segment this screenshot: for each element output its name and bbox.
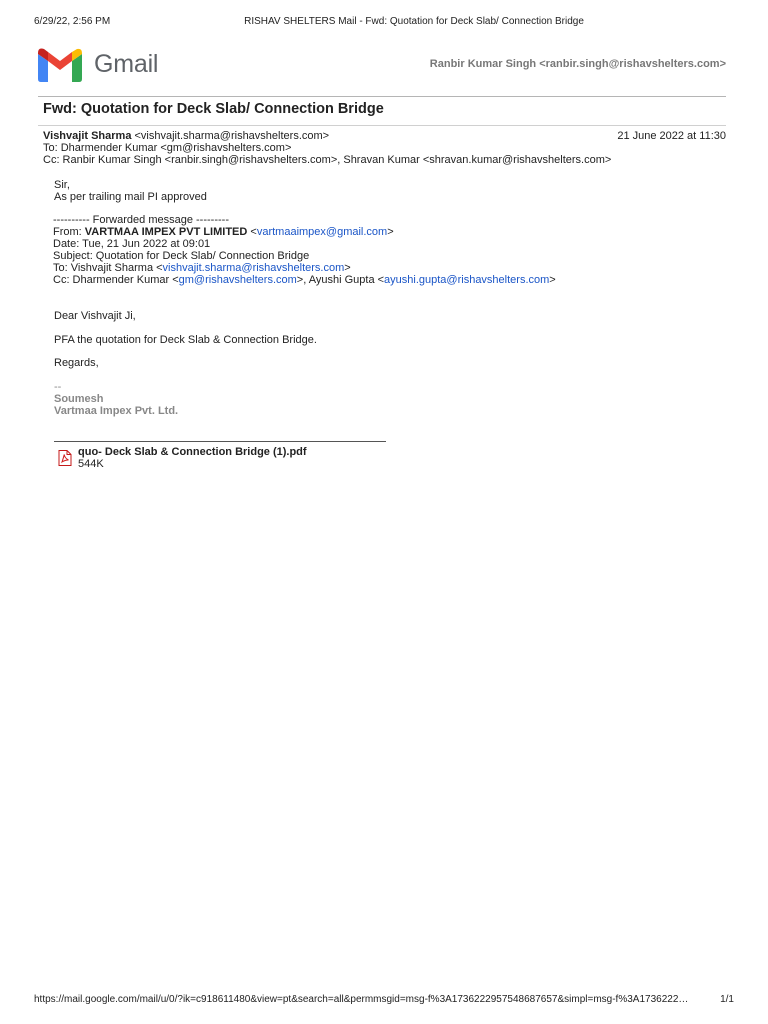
pdf-file-icon (57, 450, 73, 466)
fwd-from-email-link[interactable]: vartmaaimpex@gmail.com (256, 226, 388, 238)
pfa-line: PFA the quotation for Deck Slab & Connection Bridge. (54, 334, 317, 346)
recipient-cc: Cc: Ranbir Kumar Singh <ranbir.singh@rishavshelters.com>, Shravan Kumar <shravan.kumar@rishavshelters.com> (43, 154, 612, 166)
email-subject: Fwd: Quotation for Deck Slab/ Connection Bridge (43, 101, 384, 117)
print-title: RISHAV SHELTERS Mail - Fwd: Quotation for Deck Slab/ Connection Bridge (244, 16, 584, 27)
attachment-size: 544K (78, 458, 104, 470)
message-body (54, 0, 726, 1024)
fwd-cc (53, 274, 556, 286)
fwd-cc-suffix: > (549, 274, 556, 286)
fwd-cc-prefix: Cc: Dharmender Kumar < (53, 274, 179, 286)
print-footer (34, 994, 734, 1008)
account-label: Ranbir Kumar Singh <ranbir.singh@rishavshelters.com> (429, 58, 726, 70)
attachment-name[interactable]: quo- Deck Slab & Connection Bridge (1).pdf (78, 446, 307, 458)
gmail-wordmark: Gmail (94, 50, 159, 78)
greeting: Sir, (54, 179, 70, 191)
signature-name: Soumesh (54, 393, 104, 405)
fwd-from-prefix: From: (53, 226, 85, 238)
attachment[interactable] (57, 446, 387, 474)
fwd-from (53, 226, 394, 238)
fwd-to-email-link[interactable]: vishvajit.sharma@rishavshelters.com (162, 262, 345, 274)
fwd-cc-mid: >, Ayushi Gupta < (296, 274, 385, 286)
fwd-cc-email-link-1[interactable]: gm@rishavshelters.com (178, 274, 297, 286)
fwd-cc-email-link-2[interactable]: ayushi.gupta@rishavshelters.com (384, 274, 550, 286)
signature-separator: -- (54, 381, 62, 393)
attachment-divider (54, 441, 386, 442)
fwd-from-gt: > (387, 226, 394, 238)
fwd-subject: Subject: Quotation for Deck Slab/ Connection Bridge (53, 250, 310, 262)
regards: Regards, (54, 357, 99, 369)
approval-note: As per trailing mail PI approved (54, 191, 207, 203)
fwd-to-suffix: > (344, 262, 351, 274)
print-datetime: 6/29/22, 2:56 PM (34, 16, 111, 27)
sender-name: Vishvajit Sharma (43, 130, 132, 142)
recipient-to: To: Dharmender Kumar <gm@rishavshelters.com> (43, 142, 292, 154)
signature-company: Vartmaa Impex Pvt. Ltd. (54, 405, 179, 417)
fwd-to (53, 262, 351, 274)
print-url: https://mail.google.com/mail/u/0/?ik=c918611480&view=pt&search=all&permmsgid=msg-f%3A1736222957548687657&simpl=msg-f%3A1736222… (34, 994, 689, 1005)
fwd-to-prefix: To: Vishvajit Sharma < (53, 262, 163, 274)
forward-marker: ---------- Forwarded message --------- (53, 214, 229, 226)
salutation: Dear Vishvajit Ji, (54, 310, 136, 322)
fwd-from-lt: < (247, 226, 257, 238)
fwd-from-name: VARTMAA IMPEX PVT LIMITED (84, 226, 248, 238)
message-date: 21 June 2022 at 11:30 (617, 130, 726, 142)
sender-email: <vishvajit.sharma@rishavshelters.com> (131, 130, 330, 142)
page-number: 1/1 (720, 994, 734, 1005)
fwd-date: Date: Tue, 21 Jun 2022 at 09:01 (53, 238, 211, 250)
